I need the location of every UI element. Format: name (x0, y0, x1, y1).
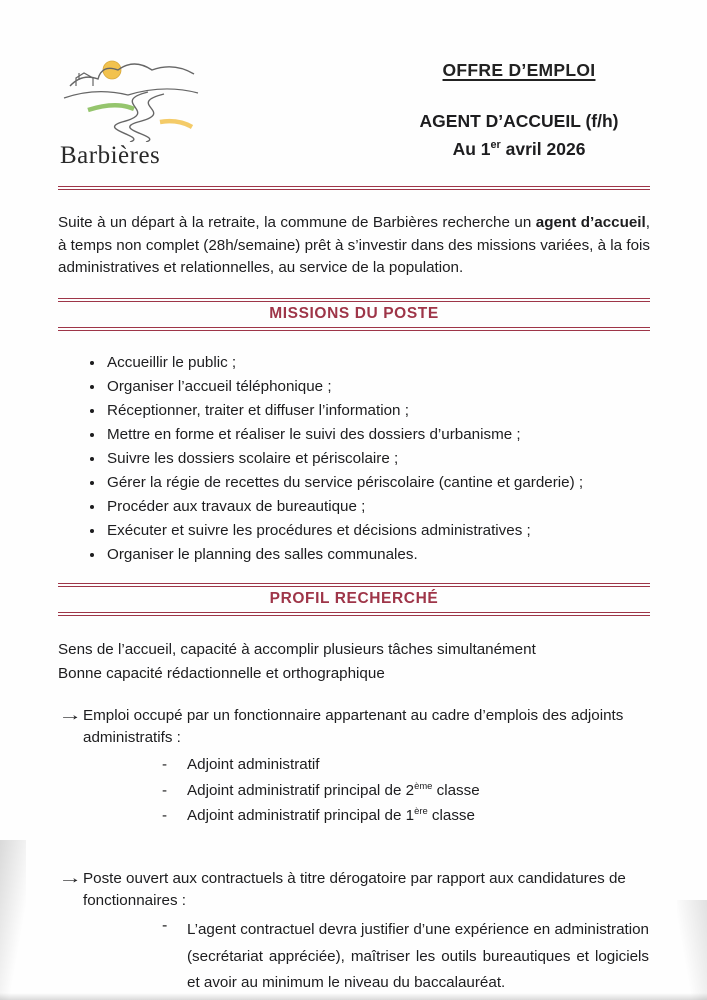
statutory-eligibility-note (58, 705, 650, 749)
grade-text-post: classe (427, 806, 475, 824)
missions-heading-text: MISSIONS DU POSTE (269, 304, 439, 322)
intro-text-1: Suite à un départ à la retraite, la commune de Barbières recherche un (58, 214, 536, 231)
dash-marker: - (162, 917, 168, 935)
contractual-requirements (162, 917, 650, 997)
profil-skills (58, 638, 650, 685)
missions-rule-bottom (58, 327, 650, 331)
grade-item (162, 754, 650, 775)
arrow-icon: → (58, 870, 82, 888)
offer-date (388, 139, 650, 160)
arrow-icon: → (58, 707, 82, 725)
commune-name: Barbières (60, 142, 161, 169)
grade-text (187, 805, 475, 826)
contractual-eligibility-note (58, 868, 650, 912)
profil-skill-1: Sens de l’accueil, capacité à accomplir plusieurs tâches simultanément (58, 641, 536, 659)
offer-date-prefix: Au 1 (452, 139, 491, 159)
profil-rule-bottom (58, 612, 650, 616)
section-missions-heading (58, 298, 650, 331)
profil-skill-2: Bonne capacité rédactionnelle et orthographique (58, 664, 385, 682)
offer-position: AGENT D’ACCUEIL (f/h) (419, 111, 619, 131)
section-profil-heading (58, 583, 650, 616)
mission-item: • Mettre en forme et réaliser le suivi des dossiers d’urbanisme ; (105, 425, 650, 446)
mission-item: • Organiser le planning des salles communales. (105, 545, 650, 566)
commune-brand (58, 50, 228, 170)
mission-item: • Accueillir le public ; (105, 353, 650, 374)
offer-title: OFFRE D’EMPLOI (442, 60, 596, 80)
barbieres-logo (60, 50, 210, 142)
intro-paragraph (58, 212, 650, 280)
grades-list (162, 754, 650, 826)
contractual-requirements-text: L’agent contractuel devra justifier d’une expérience en administration (secrétariat appréciée), maîtriser les outils bureautiques et logiciels et avoir au minimum le niveau du baccalauréat. (187, 921, 649, 992)
intro-text-2: , à temps non complet (28h/semaine) prêt à s’investir dans des missions variées, à la fois administratives et relationnelles, au service de la population. (58, 214, 650, 276)
mission-item: • Gérer la régie de recettes du service périscolaire (cantine et garderie) ; (105, 473, 650, 494)
grade-text (187, 780, 480, 801)
header-separator (58, 186, 650, 190)
grade-text-post: classe (432, 781, 480, 799)
missions-list (58, 353, 650, 566)
mission-item: • Réceptionner, traiter et diffuser l’information ; (105, 401, 650, 422)
dash-marker: - (162, 806, 168, 824)
mission-item: • Exécuter et suivre les procédures et décisions administratives ; (105, 521, 650, 542)
intro-bold-role: agent d’accueil (535, 214, 646, 231)
offer-date-suffix: avril 2026 (500, 139, 586, 159)
grade-text-pre: Adjoint administratif (187, 756, 320, 774)
dash-marker: - (162, 756, 168, 774)
grade-item (162, 805, 650, 826)
grade-text-sup: ème (414, 779, 433, 791)
offer-title-block (388, 60, 650, 160)
offer-date-ordinal: er (490, 139, 501, 152)
mission-item: • Suivre les dossiers scolaire et périscolaire ; (105, 449, 650, 470)
scan-shadow-bottom-right (677, 900, 707, 1000)
grade-text-sup: ère (414, 804, 428, 816)
grade-text-pre: Adjoint administratif principal de 1 (187, 806, 415, 824)
mission-item: • Procéder aux travaux de bureautique ; (105, 497, 650, 518)
mission-item: • Organiser l’accueil téléphonique ; (105, 377, 650, 398)
grade-item (162, 780, 650, 801)
grade-text-pre: Adjoint administratif principal de 2 (187, 781, 415, 799)
contractual-eligibility-text: Poste ouvert aux contractuels à titre dérogatoire par rapport aux candidatures de fonctionnaires : (83, 870, 626, 910)
grade-text (187, 754, 320, 775)
scan-shadow-bottom-left (0, 840, 26, 1000)
document-header (58, 50, 650, 170)
dash-marker: - (162, 781, 168, 799)
profil-heading-text: PROFIL RECHERCHÉ (269, 590, 439, 608)
scan-shadow-bottom-edge (0, 993, 707, 1000)
statutory-eligibility-text: Emploi occupé par un fonctionnaire appartenant au cadre d’emplois des adjoints administratifs : (83, 707, 624, 747)
